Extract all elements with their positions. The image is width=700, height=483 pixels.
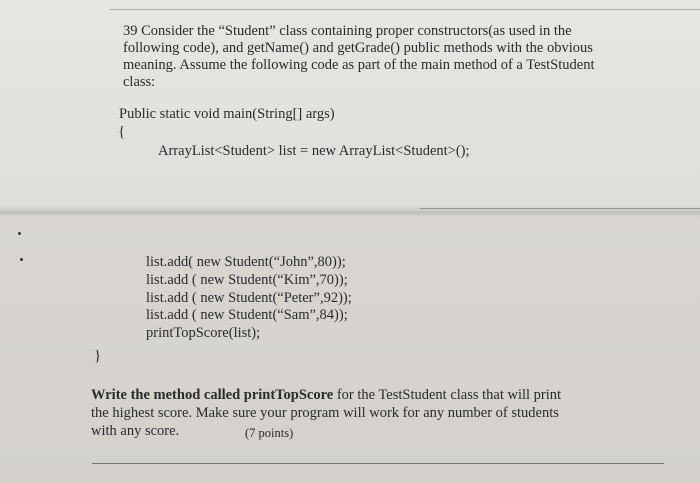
question-line-3: meaning. Assume the following code as part of the main method of a TestStudent [123, 57, 595, 73]
statement-add-john: list.add( new Student(“John”,80)); [146, 254, 346, 270]
question-line-4: class: [123, 74, 156, 90]
close-brace: } [94, 348, 102, 364]
page-fold-line [420, 208, 700, 209]
margin-dot [20, 258, 23, 261]
answer-rule-line [92, 463, 664, 464]
task-line-2: the highest score. Make sure your program will work for any number of students [91, 405, 559, 421]
page-fold-shadow [0, 205, 700, 217]
statement-print-top-score: printTopScore(list); [146, 325, 261, 341]
margin-dot [18, 232, 21, 235]
task-line-1-rest: for the TestStudent class that will print [333, 387, 562, 403]
points-label: (7 points) [245, 426, 294, 440]
task-line-1 [91, 387, 561, 404]
lower-page [0, 212, 700, 483]
question-line-2: following code), and getName() and getGrade() public methods with the obvious [123, 40, 593, 56]
statement-add-peter: list.add ( new Student(“Peter”,92)); [146, 290, 352, 306]
task-line-3-text: with any score. [91, 423, 180, 439]
question-line-1: 39 Consider the “Student” class containing proper constructors(as used in the [123, 23, 572, 39]
statement-add-kim: list.add ( new Student(“Kim”,70)); [146, 272, 348, 288]
main-signature: Public static void main(String[] args) [119, 106, 335, 122]
task-bold-lead: Write the method called printTopScore [91, 387, 334, 403]
statement-add-sam: list.add ( new Student(“Sam”,84)); [146, 307, 348, 323]
arraylist-declaration: ArrayList<Student> list = new ArrayList<Student>(); [158, 143, 470, 159]
task-line-3 [91, 423, 179, 440]
open-brace: { [118, 124, 126, 140]
top-rule-line [110, 9, 700, 10]
